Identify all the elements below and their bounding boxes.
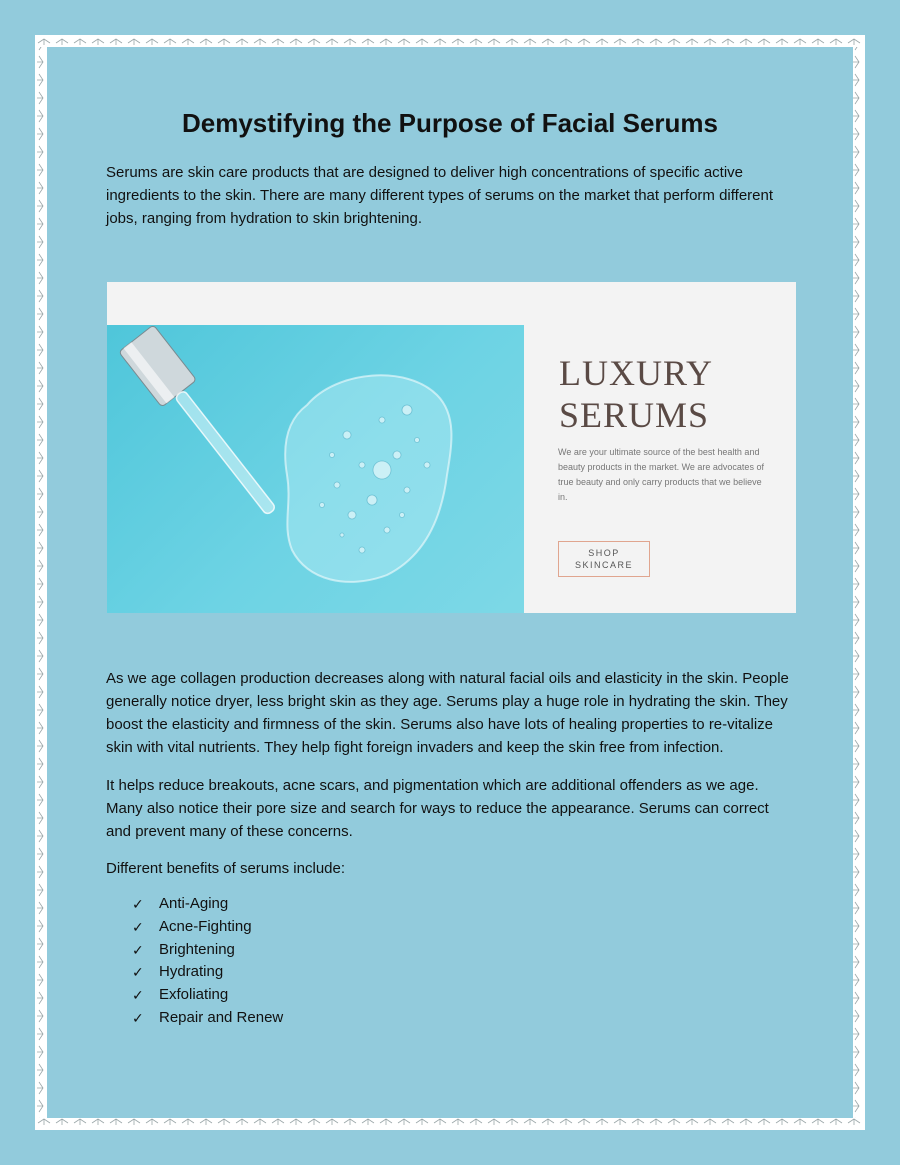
benefits-list [132, 893, 283, 1030]
checkmark-icon: ✓ [132, 941, 144, 958]
list-item [132, 893, 283, 916]
benefit-label: Brightening [159, 940, 235, 958]
checkmark-icon: ✓ [132, 1009, 144, 1026]
serum-dropper-image [107, 325, 524, 613]
list-item [132, 1007, 283, 1030]
shop-skincare-button[interactable] [558, 541, 650, 577]
benefit-label: Repair and Renew [159, 1008, 284, 1026]
banner-title [559, 352, 779, 436]
checkmark-icon: ✓ [132, 918, 144, 935]
intro-paragraph: Serums are skin care products that are designed to deliver high concentrations of specific active ingredients to the skin. There are many different types of serums on the market that perform different jobs, ranging from hydration to skin brightening. [106, 164, 774, 227]
benefit-label: Acne-Fighting [159, 917, 252, 935]
breakouts-paragraph: It helps reduce breakouts, acne scars, and pigmentation which are additional offenders as we age. Many also notice their pore size and search for ways to reduce the appearance. Serums can correct and prevent many of these concerns. [106, 777, 769, 840]
checkmark-icon: ✓ [132, 964, 144, 981]
checkmark-icon: ✓ [132, 987, 144, 1004]
list-item [132, 939, 283, 962]
list-item [132, 916, 283, 939]
luxury-serums-banner [107, 282, 796, 613]
benefit-label: Anti-Aging [159, 895, 229, 912]
benefit-label: Exfoliating [159, 986, 229, 1004]
list-item [132, 984, 283, 1007]
banner-title-line2: SERUMS [559, 395, 710, 435]
aging-paragraph: As we age collagen production decreases along with natural facial oils and elasticity in the skin. People generally notice dryer, less bright skin as they age. Serums play a huge role in hydrating the skin. They boost the elasticity and firmness of the skin. Serums also have lots of healing properties to re-vitalize skin with vital nutrients. They help fight foreign invaders and keep the skin free from infection. [106, 670, 789, 756]
shop-button-line2: SKINCARE [574, 560, 633, 570]
benefit-label: Hydrating [159, 963, 224, 981]
banner-description: We are your ultimate source of the best health and beauty products in the market. We are advocates of true beauty and only carry products that we believe in. [558, 447, 764, 502]
checkmark-icon: ✓ [132, 896, 144, 912]
serum-illustration [107, 325, 524, 613]
list-item [132, 961, 283, 984]
shop-button-line1: SHOP [588, 548, 620, 558]
page-title: Demystifying the Purpose of Facial Serums [181, 108, 719, 138]
benefits-intro: Different benefits of serums include: [106, 860, 346, 877]
banner-title-line1: LUXURY [559, 353, 714, 393]
